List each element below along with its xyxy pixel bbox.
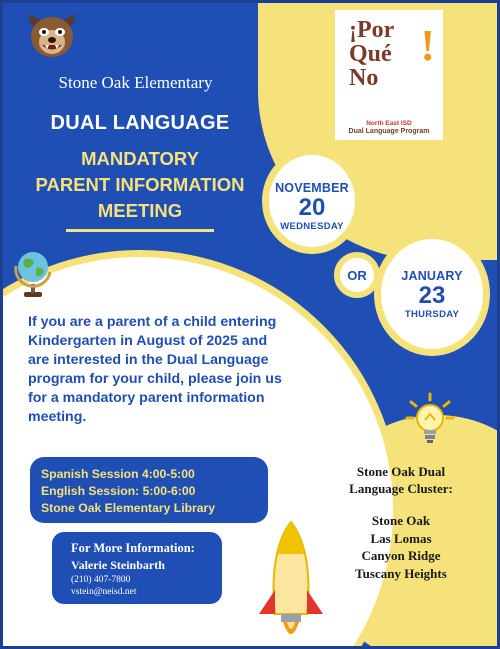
logo-line: No	[349, 65, 379, 91]
or-badge: OR	[334, 252, 380, 298]
language-cluster	[316, 463, 486, 582]
meeting-title-line: MANDATORY	[81, 148, 199, 169]
date-circle-january	[374, 232, 490, 356]
cluster-school: Las Lomas	[370, 530, 432, 546]
title-underline	[66, 229, 214, 232]
lightbulb-icon	[405, 392, 455, 448]
intro-paragraph: If you are a parent of a child entering Kindergarten in August of 2025 and are interested in the Dual Language program for your child, please join us for a mandatory parent information meeting.	[28, 314, 282, 425]
cluster-school: Stone Oak	[371, 513, 431, 528]
date-month: JANUARY	[401, 269, 463, 283]
contact-name: Valerie Steinbarth	[71, 558, 165, 572]
date-day: 20	[298, 194, 326, 221]
logo-program: Dual Language Program	[348, 128, 430, 135]
rocket-icon	[253, 518, 329, 648]
logo-exclamation: !	[420, 21, 435, 70]
program-title: DUAL LANGUAGE	[50, 112, 230, 134]
logo-org: North East ISD	[366, 120, 412, 127]
contact-phone: (210) 407-7800	[71, 575, 131, 585]
english-session: English Session: 5:00-6:00	[41, 484, 196, 498]
date-weekday: THURSDAY	[404, 309, 460, 320]
contact-title: For More Information:	[71, 541, 195, 555]
date-day: 23	[418, 282, 446, 309]
globe-icon	[10, 246, 56, 300]
mascot-icon	[26, 12, 78, 60]
date-circle-november	[262, 148, 362, 254]
date-month: NOVEMBER	[275, 181, 349, 195]
por-que-no-logo	[335, 10, 443, 140]
school-name: Stone Oak Elementary	[58, 73, 213, 92]
logo-line: ¡Por	[349, 17, 395, 43]
cluster-school-list	[316, 512, 486, 582]
contact-email: vstein@neisd.net	[71, 587, 137, 597]
cluster-school: Tuscany Heights	[355, 565, 447, 581]
meeting-title	[24, 146, 256, 224]
contact-box	[52, 532, 222, 604]
session-location: Stone Oak Elementary Library	[41, 501, 216, 515]
cluster-title-line: Stone Oak Dual	[356, 464, 446, 479]
cluster-title-line: Language Cluster:	[349, 481, 453, 496]
meeting-title-line: MEETING	[97, 200, 183, 221]
date-weekday: WEDNESDAY	[280, 221, 344, 232]
logo-wordmark	[349, 18, 429, 90]
logo-line: Qué	[349, 41, 392, 67]
cluster-school: Canyon Ridge	[361, 548, 441, 563]
spanish-session: Spanish Session 4:00-5:00	[41, 467, 195, 481]
cluster-title	[316, 463, 486, 497]
meeting-title-line: PARENT INFORMATION	[35, 174, 245, 195]
sessions-box	[30, 457, 268, 523]
